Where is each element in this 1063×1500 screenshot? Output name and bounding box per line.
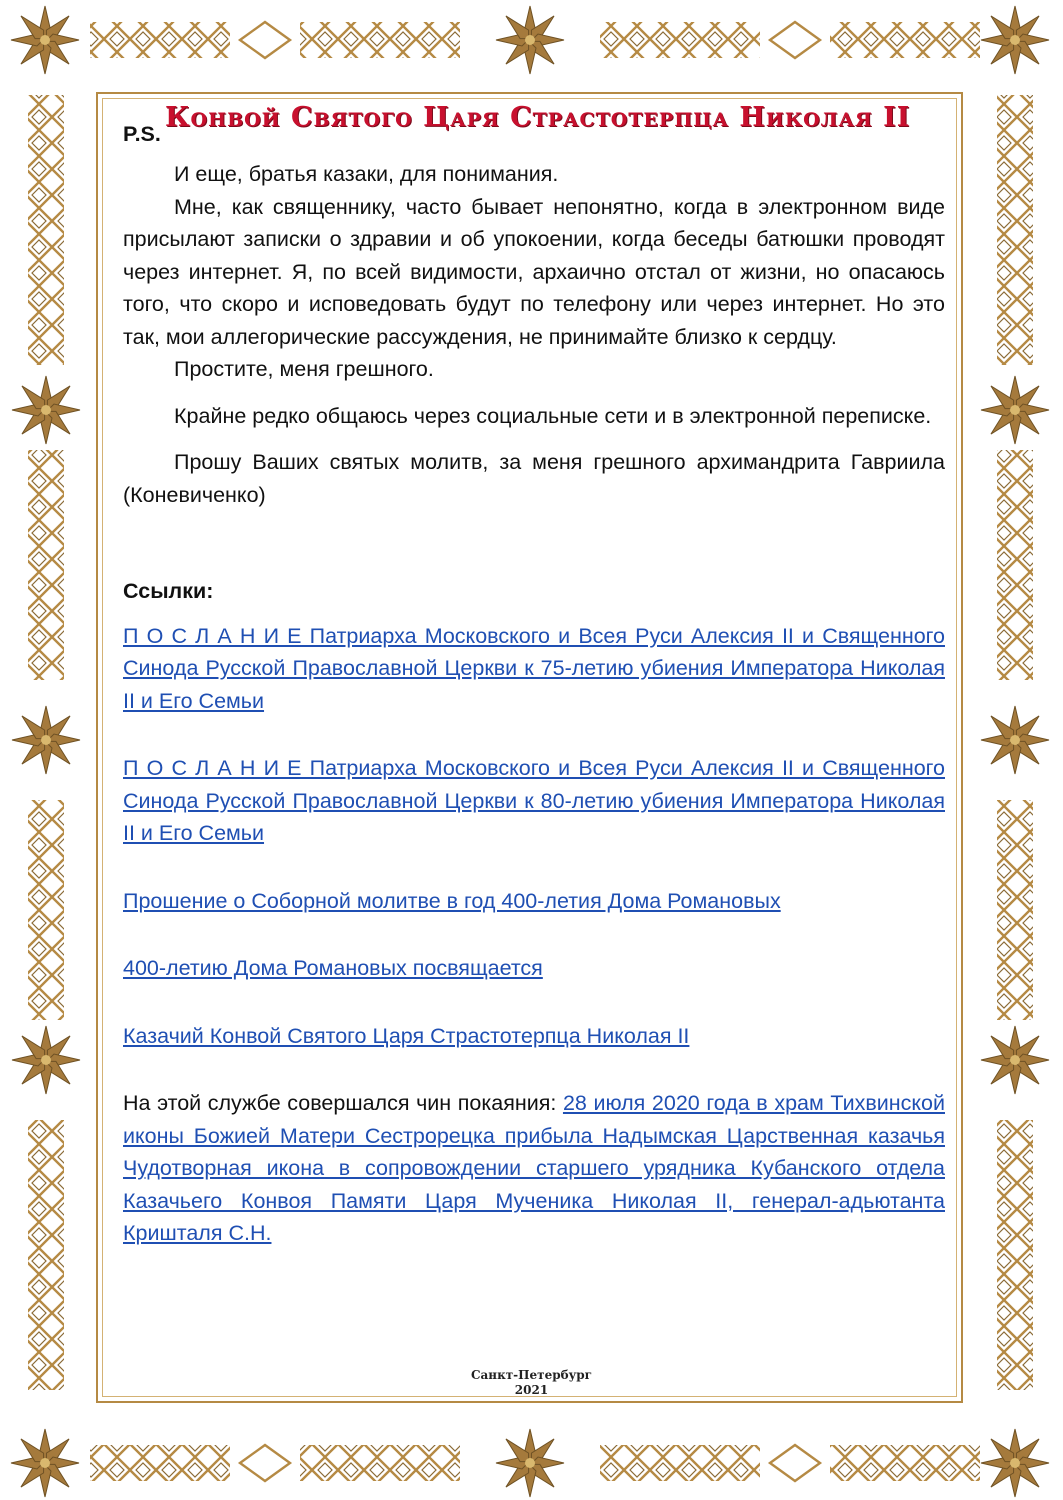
final-lead-text: На этой службе совершался чин покаяния: [123, 1091, 563, 1115]
paragraph: И еще, братья казаки, для понимания. [174, 162, 559, 186]
ornament-border-bottom [0, 1405, 1063, 1500]
ornament-border-left [0, 0, 96, 1500]
link-icon-arrival[interactable]: 28 июля 2020 года в храм Тихвинской иконы Божией Матери Сестрорецка прибыла Надымская Царственная казачья Чудотворная икона в сопровождении старшего урядника Кубанского отдела Казачьего Конвоя Памяти Царя Мученика Николая II, генерал-адьютанта Кришталя С.Н. [123, 1091, 945, 1245]
footer-imprint [0, 1368, 1063, 1398]
convoy-banner: Конвой Святого Царя Страстотерпца Николая II [165, 102, 911, 133]
paragraph: Мне, как священнику, часто бывает непонятно, когда в электронном виде присылают записки о здравии и об упокоении, когда беседы батюшки проводят через интернет. Я, по всей видимости, архаично отстал от жизни, но опасаюсь того, что скоро и исповедовать будут по телефону или через интернет. Но это так, мои аллегорические рассуждения, не принимайте близко к сердцу. [123, 194, 945, 349]
link-item [123, 952, 945, 985]
letter-content [123, 100, 945, 1250]
final-paragraph [123, 1087, 945, 1250]
footer-year: 2021 [514, 1383, 549, 1397]
header-row [123, 100, 945, 158]
link-item [123, 885, 945, 918]
link-epistle-80[interactable]: П О С Л А Н И Е Патриарха Московского и Всея Руси Алексия II и Священного Синода Русской Православной Церкви к 80-летию убиения Императора Николая II и Его Семьи [123, 756, 945, 845]
link-item [123, 752, 945, 850]
link-cossack-convoy[interactable]: Казачий Конвой Святого Царя Страстотерпца Николая II [123, 1023, 690, 1048]
footer-city: Санкт-Петербург [470, 1368, 593, 1382]
link-sobor-prayer[interactable]: Прошение о Соборной молитве в год 400-летия Дома Романовых [123, 888, 781, 913]
link-romanov-400[interactable]: 400-летию Дома Романовых посвящается [123, 956, 543, 980]
paragraph: Простите, меня грешного. [174, 357, 434, 381]
signature-paragraph: Прошу Ваших святых молитв, за меня грешного архимандрита Гавриила (Коневиченко) [123, 450, 945, 507]
link-item [123, 1020, 945, 1053]
links-heading: Ссылки: [123, 579, 214, 603]
paragraph: Крайне редко общаюсь через социальные сети и в электронной переписке. [174, 403, 932, 428]
ornament-border-right [965, 0, 1063, 1500]
ornament-border-top [0, 0, 1063, 92]
link-item [123, 620, 945, 718]
ps-label: P.S. [123, 122, 161, 146]
link-epistle-75[interactable]: П О С Л А Н И Е Патриарха Московского и Всея Руси Алексия II и Священного Синода Русской Православной Церкви к 75-летию убиения Императора Николая II и Его Семьи [123, 623, 945, 713]
